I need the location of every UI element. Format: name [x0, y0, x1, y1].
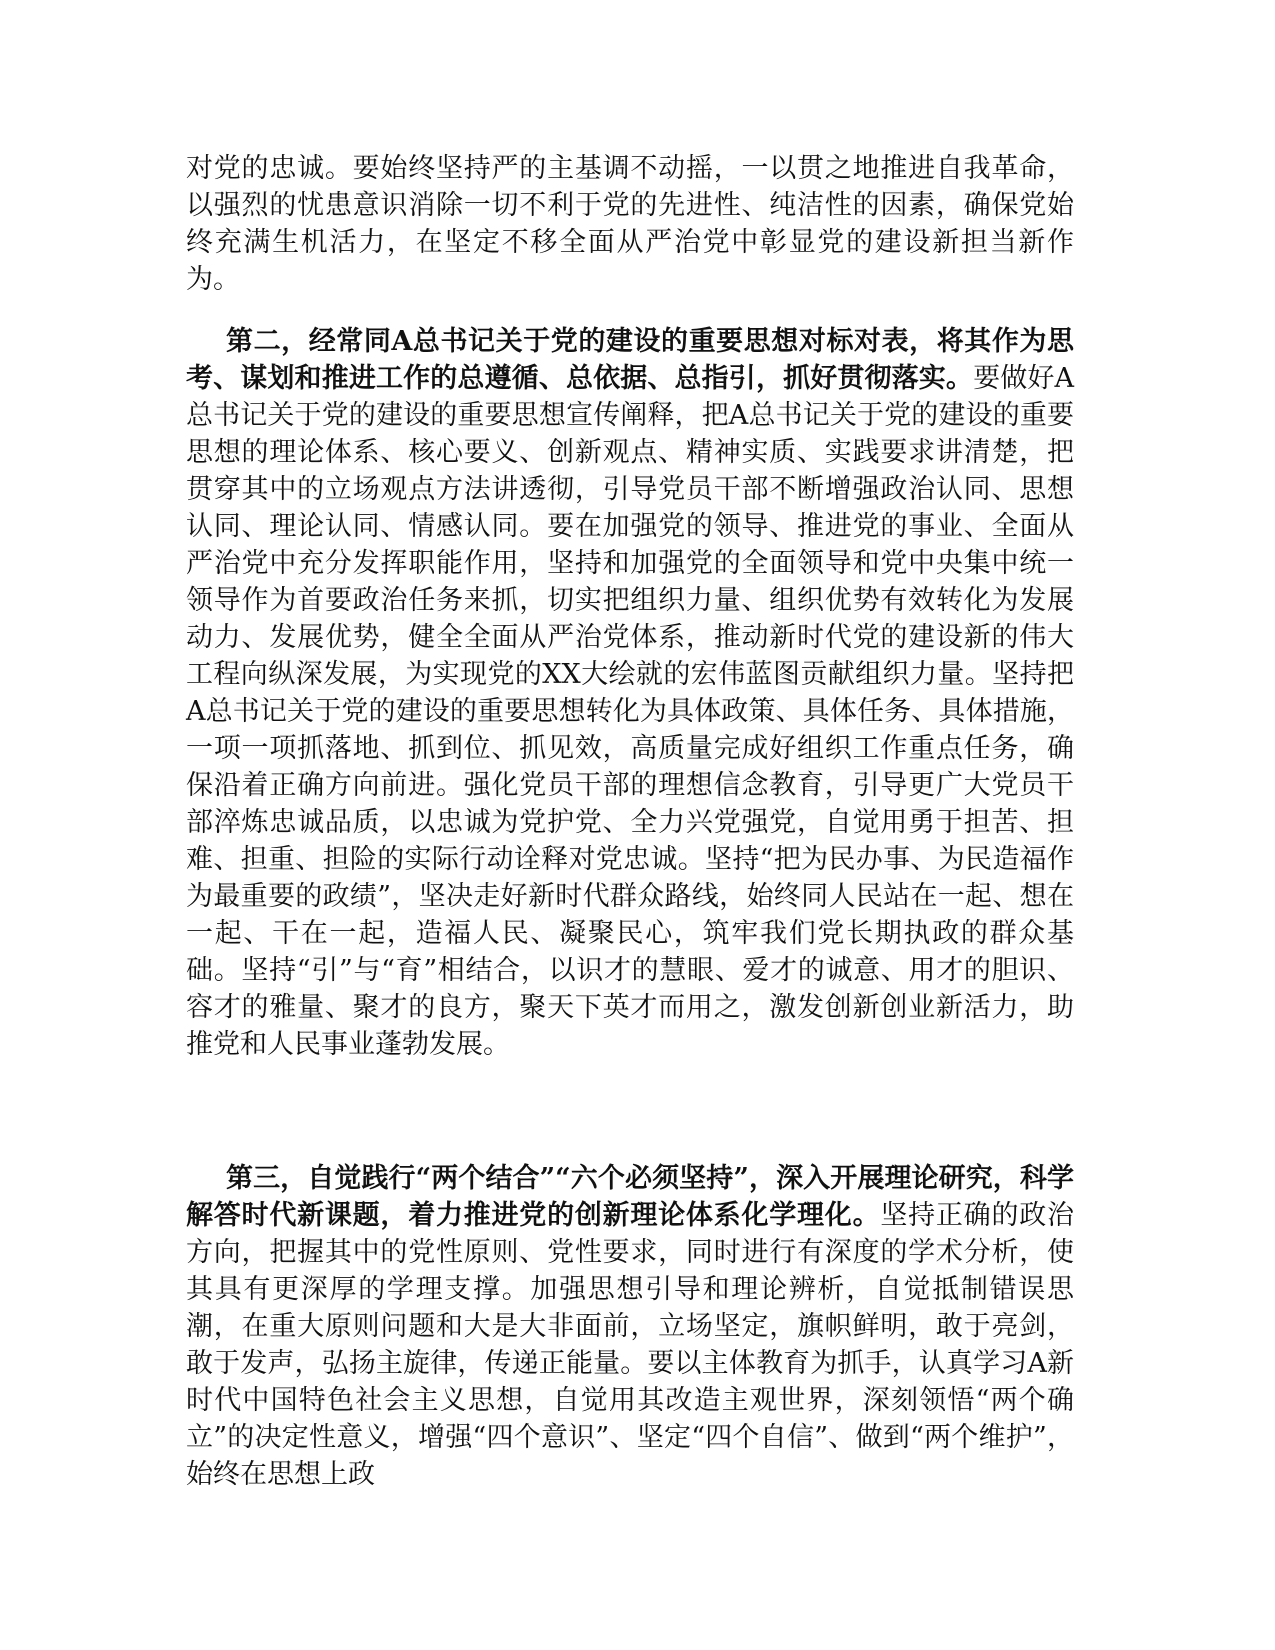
paragraph-body: 要做好A总书记关于党的建设的重要思想宣传阐释，把A总书记关于党的建设的重要思想的理论体系、核心要义、创新观点、精神实质、实践要求讲清楚，把贯穿其中的立场观点方法讲透彻，引导党员干部不断增强政治认同、思想认同、理论认同、情感认同。要在加强党的领导、推进党的事业、全面从严治党中充分发挥职能作用，坚持和加强党的全面领导和党中央集中统一领导作为首要政治任务来抓，切实把组织力量、组织优势有效转化为发展动力、发展优势，健全全面从严治党体系，推动新时代党的建设新的伟大工程向纵深发展，为实现党的XX大绘就的宏伟蓝图贡献组织力量。坚持把A总书记关于党的建设的重要思想转化为具体政策、具体任务、具体措施，一项一项抓落地、抓到位、抓见效，高质量完成好组织工作重点任务，确保沿着正确方向前进。强化党员干部的理想信念教育，引导更广大党员干部淬炼忠诚品质，以忠诚为党护党、全力兴党强党，自觉用勇于担苦、担难、担重、担险的实际行动诠释对党忠诚。坚持“把为民办事、为民造福作为最重要的政绩”，坚决走好新时代群众路线，始终同人民站在一起、想在一起、干在一起，造福人民、凝聚民心，筑牢我们党长期执政的群众基础。坚持“引”与“育”相结合，以识才的慧眼、爱才的诚意、用才的胆识、容才的雅量、聚才的良方，聚天下英才而用之，激发创新创业新活力，助推党和人民事业蓬勃发展。 [186, 363, 1074, 1060]
paragraph-continuation [186, 150, 1074, 298]
paragraph-body: 坚持正确的政治方向，把握其中的党性原则、党性要求，同时进行有深度的学术分析，使其具有更深厚的学理支撑。加强思想引导和理论辨析，自觉抵制错误思潮，在重大原则问题和大是大非面前，立场坚定，旗帜鲜明，敢于亮剑，敢于发声，弘扬主旋律，传递正能量。要以主体教育为抓手，认真学习A新时代中国特色社会主义思想，自觉用其改造主观世界，深刻领悟“两个确立”的决定性意义，增强“四个意识”、坚定“四个自信”、做到“两个维护”，始终在思想上政 [186, 1200, 1075, 1490]
paragraph-body: 对党的忠诚。要始终坚持严的主基调不动摇，一以贯之地推进自我革命，以强烈的忧患意识消除一切不利于党的先进性、纯洁性的因素，确保党始终充满生机活力，在坚定不移全面从严治党中彰显党的建设新担当新作为。 [186, 153, 1074, 295]
paragraph-second-point [186, 323, 1074, 1063]
paragraph-third-point [186, 1160, 1074, 1493]
paragraph-lead-heading: 第三，自觉践行“两个结合”“六个必须坚持”，深入开展理论研究，科学解答时代新课题，着力推进党的创新理论体系化学理化。 [186, 1163, 1074, 1231]
paragraph-lead-heading: 第二，经常同A总书记关于党的建设的重要思想对标对表，将其作为思考、谋划和推进工作的总遵循、总依据、总指引，抓好贯彻落实。 [186, 326, 1074, 394]
